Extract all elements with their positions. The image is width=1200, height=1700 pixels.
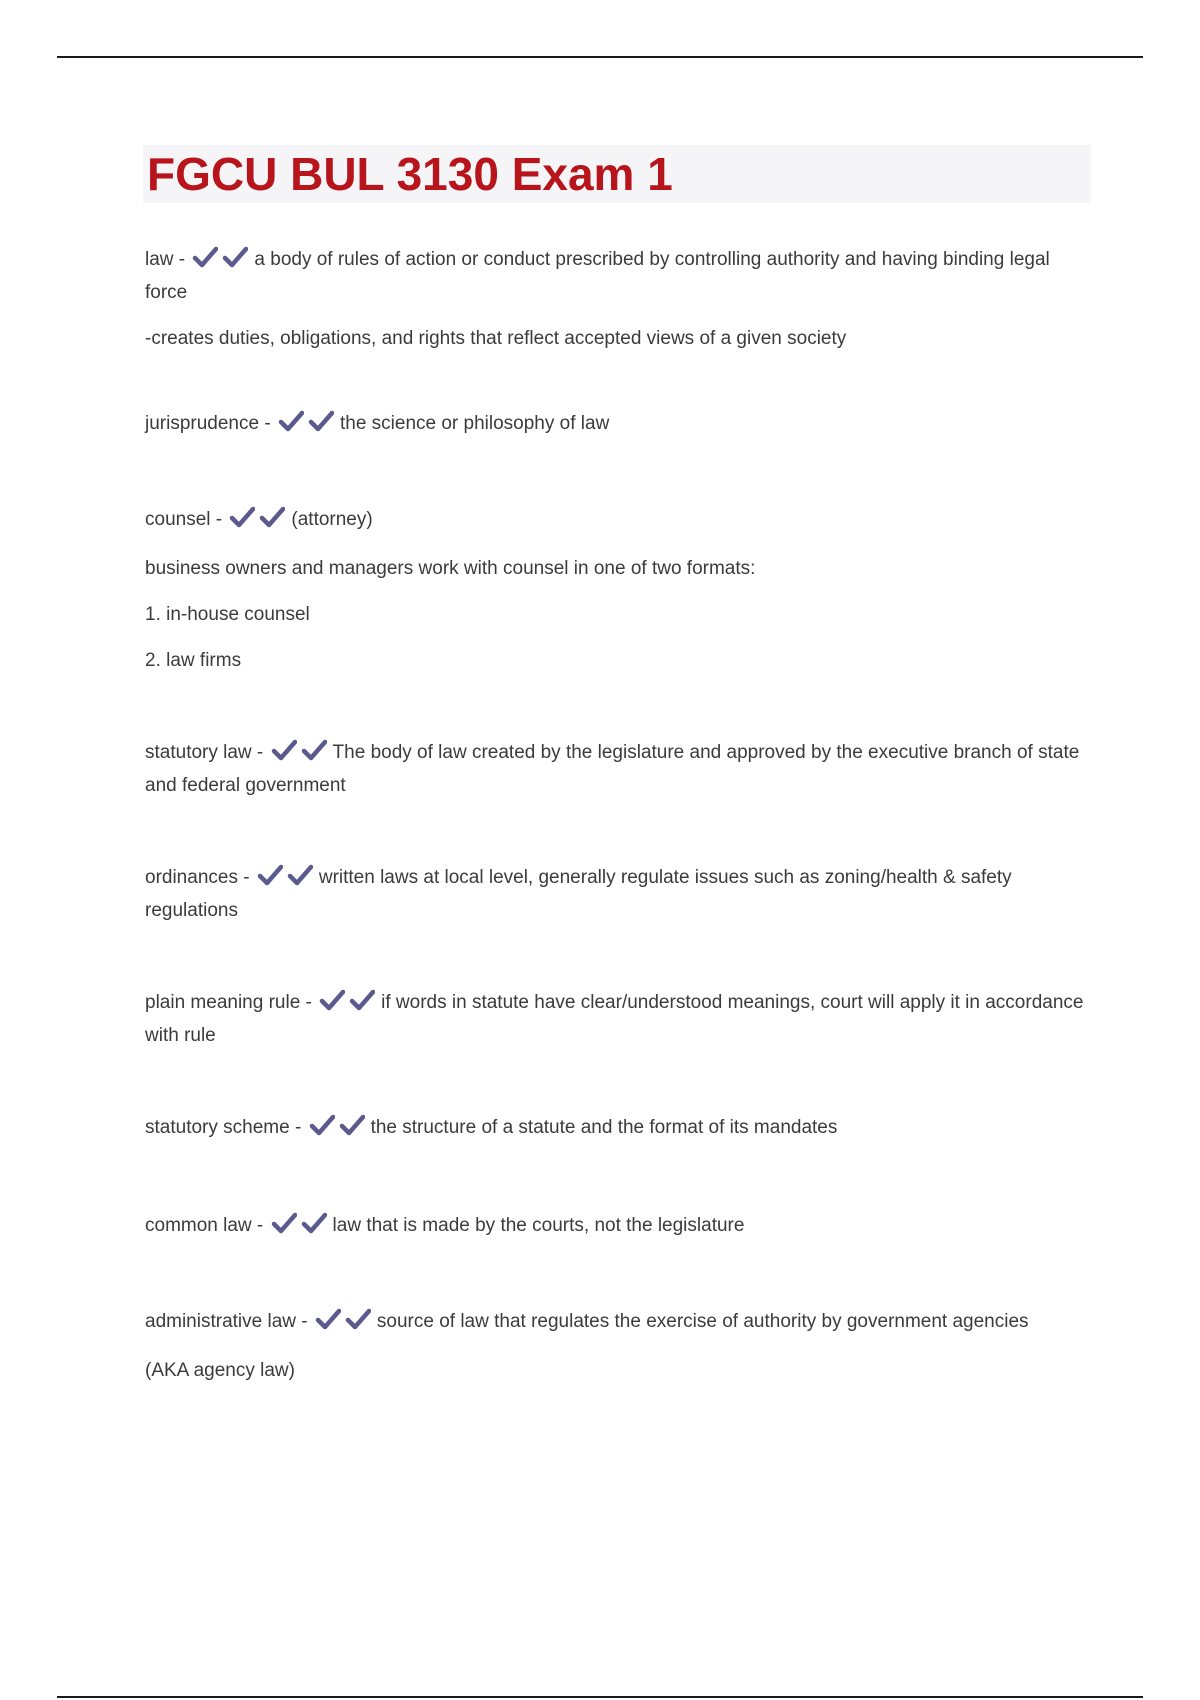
document-body [145, 245, 1090, 1386]
checkmark-icon [349, 989, 375, 1011]
checkmark-icon [222, 246, 248, 268]
entry-definition: The body of law created by the legislature and approved by the executive branch of state and federal government [145, 742, 1080, 796]
checkmark-icon [339, 1114, 365, 1136]
check-marks [229, 506, 289, 538]
check-marks [315, 1308, 375, 1340]
checkmark-icon [301, 1212, 327, 1234]
checkmark-icon [192, 246, 218, 268]
checkmark-icon [301, 739, 327, 761]
entry-counsel [145, 505, 1090, 676]
entry-term: ordinances [145, 867, 238, 888]
entry-administrative-law [145, 1307, 1090, 1386]
entry-term: counsel [145, 509, 211, 530]
entry-term: common law [145, 1215, 252, 1236]
checkmark-icon [315, 1308, 341, 1330]
term-separator: - [251, 742, 269, 763]
term-separator: - [173, 249, 191, 270]
entry-term: jurisprudence [145, 413, 260, 434]
check-marks [278, 410, 338, 442]
entry-definition: a body of rules of action or conduct prescribed by controlling authority and having binding legal force [145, 249, 1050, 303]
entry-statutory-scheme [145, 1113, 1090, 1146]
entry-line [145, 738, 1090, 801]
entry-line [145, 505, 1090, 538]
entry-line [145, 1113, 1090, 1146]
term-separator: - [259, 413, 276, 434]
check-marks [309, 1114, 369, 1146]
term-separator: - [296, 1311, 313, 1332]
check-marks [319, 989, 379, 1021]
entry-definition: source of law that regulates the exercise of authority by government agencies [376, 1311, 1029, 1332]
entry-extra-line: 2. law firms [145, 650, 242, 671]
entry-common-law [145, 1211, 1090, 1244]
entry-extra-line: (AKA agency law) [145, 1360, 295, 1381]
entry-definition: written laws at local level, generally regulate issues such as zoning/health & safety regulations [145, 867, 1012, 921]
term-separator: - [237, 867, 255, 888]
term-separator: - [300, 992, 318, 1013]
checkmark-icon [287, 864, 313, 886]
entry-definition: if words in statute have clear/understood meanings, court will apply it in accordance with rule [145, 992, 1084, 1046]
top-rule [57, 56, 1143, 58]
entry-definition: (attorney) [291, 509, 373, 530]
check-marks [271, 1212, 331, 1244]
entry-line [145, 1211, 1090, 1244]
entry-line [145, 1307, 1090, 1340]
entry-extra-line: -creates duties, obligations, and rights that reflect accepted views of a given society [145, 328, 847, 349]
term-separator: - [251, 1215, 269, 1236]
entry-term: law [145, 249, 174, 270]
checkmark-icon [271, 739, 297, 761]
entry-extra-line: business owners and managers work with counsel in one of two formats: [145, 558, 756, 579]
bottom-rule [57, 1696, 1143, 1698]
checkmark-icon [278, 410, 304, 432]
term-separator: - [210, 509, 228, 530]
checkmark-icon [345, 1308, 371, 1330]
entry-definition: the science or philosophy of law [339, 413, 610, 434]
entry-definition: the structure of a statute and the format of its mandates [370, 1117, 838, 1138]
check-marks [271, 739, 331, 771]
checkmark-icon [259, 506, 285, 528]
title-bar [143, 145, 1091, 203]
checkmark-icon [319, 989, 345, 1011]
entry-line [145, 409, 1090, 442]
entry-term: administrative law [145, 1311, 296, 1332]
entry-ordinances [145, 863, 1090, 926]
entry-term: statutory law [145, 742, 252, 763]
entry-statutory-law [145, 738, 1090, 801]
entry-extra-line: 1. in-house counsel [145, 604, 310, 625]
entry-law [145, 245, 1090, 354]
entry-jurisprudence [145, 409, 1090, 442]
checkmark-icon [309, 1114, 335, 1136]
check-marks [192, 246, 252, 278]
entry-term: plain meaning rule [145, 992, 301, 1013]
entry-definition: law that is made by the courts, not the legislature [332, 1215, 745, 1236]
document-title: FGCU BUL 3130 Exam 1 [147, 148, 673, 200]
checkmark-icon [308, 410, 334, 432]
checkmark-icon [271, 1212, 297, 1234]
entry-line [145, 863, 1090, 926]
entry-line [145, 245, 1090, 308]
entry-plain-meaning-rule [145, 988, 1090, 1051]
check-marks [257, 864, 317, 896]
term-separator: - [289, 1117, 307, 1138]
entry-term: statutory scheme [145, 1117, 290, 1138]
checkmark-icon [229, 506, 255, 528]
checkmark-icon [257, 864, 283, 886]
entry-line [145, 988, 1090, 1051]
